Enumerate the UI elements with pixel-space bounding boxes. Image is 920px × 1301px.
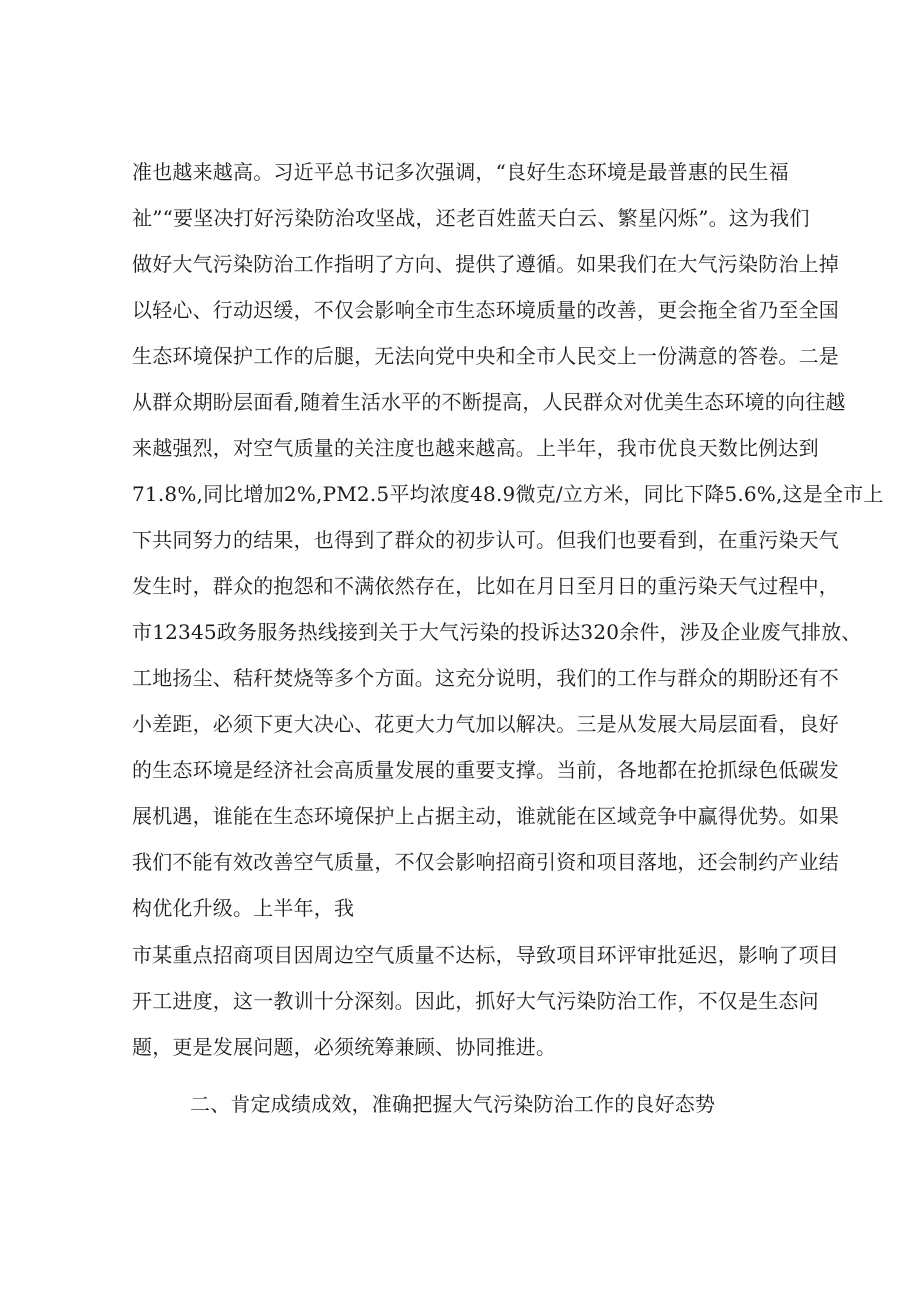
text-line: 生态环境保护工作的后腿，无法向党中央和全市人民交上一份满意的答卷。二是 [132,344,839,368]
text-line: 的生态环境是经济社会高质量发展的重要支撑。当前，各地都在抢抓绿色低碳发 [132,758,839,782]
text-line: 以轻心、行动迟缓，不仅会影响全市生态环境质量的改善，更会拖全省乃至全国 [132,298,839,322]
text-line: 从群众期盼层面看,随着生活水平的不断提高，人民群众对优美生态环境的向往越 [132,390,846,414]
text-line: 展机遇，谁能在生态环境保护上占据主动，谁就能在区域竞争中赢得优势。如果 [132,804,839,828]
text-line: 工地扬尘、秸秆焚烧等多个方面。这充分说明，我们的工作与群众的期盼还有不 [132,666,839,690]
text-line: 下共同努力的结果，也得到了群众的初步认可。但我们也要看到，在重污染天气 [132,528,839,552]
text-line: 71.8%,同比增加2%,PM2.5平均浓度48.9微克/立方米，同比下降5.6%,这是全市上 [132,482,884,506]
text-line: 发生时，群众的抱怨和不满依然存在，比如在月日至月日的重污染天气过程中， [132,574,839,598]
text-line: 小差距，必须下更大决心、花更大力气加以解决。三是从发展大局层面看，良好 [132,712,839,736]
text-line: 祉”“要坚决打好污染防治攻坚战，还老百姓蓝天白云、繁星闪烁”。这为我们 [132,206,810,230]
text-line: 题，更是发展问题，必须统筹兼顾、协同推进。 [132,1035,557,1059]
text-line: 开工进度，这一教训十分深刻。因此，抓好大气污染防治工作，不仅是生态问 [132,989,819,1013]
text-line: 市某重点招商项目因周边空气质量不达标，导致项目环评审批延迟，影响了项目 [132,943,839,967]
text-line: 我们不能有效改善空气质量，不仅会影响招商引资和项目落地，还会制约产业结 [132,850,839,874]
text-line: 来越强烈，对空气质量的关注度也越来越高。上半年，我市优良天数比例达到 [132,436,819,460]
text-line: 做好大气污染防治工作指明了方向、提供了遵循。如果我们在大气污染防治上掉 [132,252,839,276]
text-line: 构优化升级。上半年，我 [132,896,355,920]
text-line: 准也越来越高。习近平总书记多次强调，“良好生态环境是最普惠的民生福 [132,160,789,184]
section-heading: 二、肯定成绩成效，准确把握大气污染防治工作的良好态势 [190,1092,716,1116]
text-line: 市12345政务服务热线接到关于大气污染的投诉达320余件，涉及企业废气排放、 [132,620,862,644]
